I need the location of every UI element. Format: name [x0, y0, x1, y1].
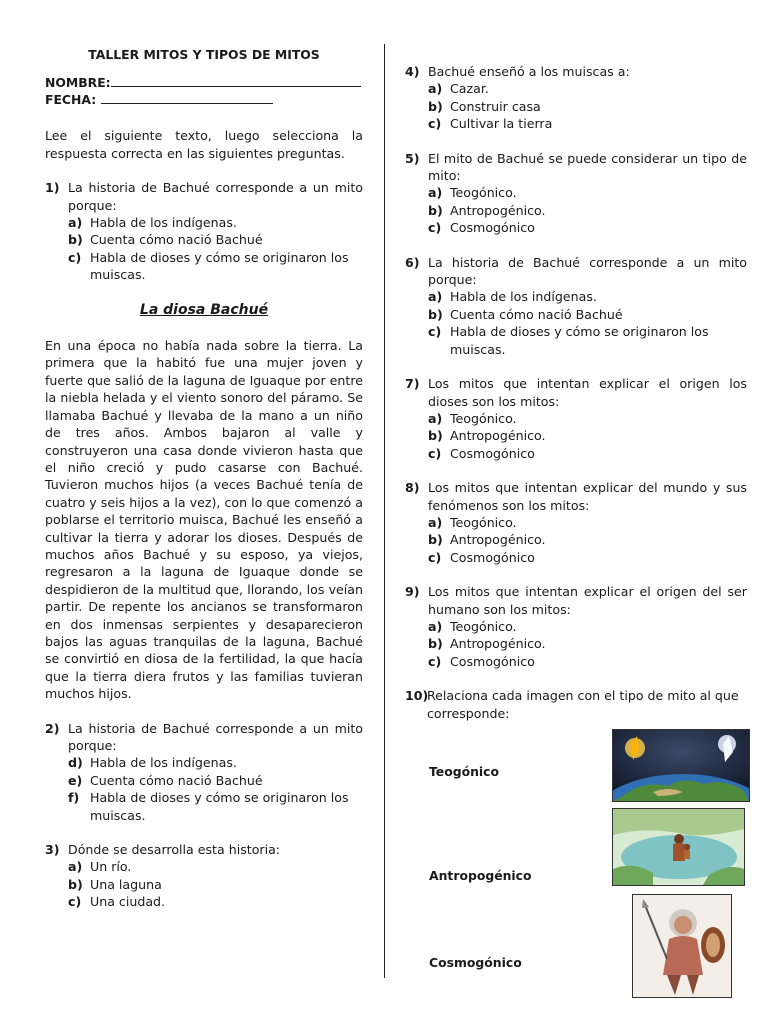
option-letter: b)	[428, 306, 443, 322]
question-text: La historia de Bachué corresponde a un mito porque:	[68, 180, 363, 213]
lagoon-woman-image[interactable]	[612, 808, 745, 886]
question-8	[405, 479, 747, 566]
option-text: Cuenta cómo nació Bachué	[450, 306, 623, 322]
option-letter: a)	[428, 289, 443, 305]
question-text: Los mitos que intentan explicar el origen del ser humano son los mitos:	[428, 584, 747, 617]
option-text: Antropogénico.	[450, 428, 546, 444]
option-letter: b)	[428, 532, 443, 548]
option[interactable]	[405, 80, 747, 97]
date-label: FECHA:	[45, 92, 97, 108]
option-letter: a)	[428, 81, 443, 97]
option-letter: a)	[68, 859, 83, 875]
worksheet-title: TALLER MITOS Y TIPOS DE MITOS	[88, 47, 320, 62]
option-text: Cosmogónico	[450, 445, 535, 461]
option-text: Cazar.	[450, 81, 489, 97]
option[interactable]	[405, 549, 747, 566]
option-text: Teogónico.	[450, 185, 517, 201]
option-text: Teogónico.	[450, 514, 517, 530]
option-text: Cuenta cómo nació Bachué	[90, 232, 263, 248]
story-title: La diosa Bachué	[139, 301, 269, 318]
question-2	[45, 720, 363, 824]
option-text: Cultivar la tierra	[450, 116, 553, 132]
option[interactable]	[405, 115, 747, 132]
name-blank[interactable]	[111, 74, 361, 87]
name-field[interactable]	[45, 74, 363, 91]
question-number: 10)	[405, 688, 429, 704]
option-text: Teogónico.	[450, 410, 517, 426]
option-text: Antropogénico.	[450, 636, 546, 652]
option-letter: f)	[68, 790, 80, 806]
question-text: El mito de Bachué se puede considerar un tipo de mito:	[428, 150, 747, 184]
option[interactable]	[405, 219, 747, 236]
option[interactable]	[45, 858, 363, 875]
option-letter: b)	[428, 98, 443, 114]
option-text: Antropogénico.	[450, 532, 546, 548]
option-letter: c)	[68, 894, 82, 910]
option-letter: b)	[68, 876, 83, 892]
option-letter: c)	[428, 220, 442, 236]
option[interactable]	[405, 98, 747, 115]
question-number: 9)	[405, 584, 420, 600]
option[interactable]	[45, 231, 363, 248]
option-text: Construir casa	[450, 98, 541, 114]
option-letter: a)	[428, 514, 443, 530]
option[interactable]	[405, 514, 747, 531]
option[interactable]	[405, 427, 747, 444]
option[interactable]	[45, 876, 363, 893]
option[interactable]	[45, 754, 363, 771]
option-letter: b)	[428, 202, 443, 218]
option-letter: c)	[428, 324, 442, 340]
option-text: Habla de dioses y cómo se originaron los muiscas.	[90, 790, 349, 823]
option-letter: c)	[428, 116, 442, 132]
left-column	[45, 46, 363, 911]
option-letter: c)	[428, 445, 442, 461]
option-text: Una ciudad.	[90, 894, 166, 910]
option-text: Habla de dioses y cómo se originaron los muiscas.	[450, 324, 709, 357]
question-number: 3)	[45, 842, 60, 858]
question-1	[45, 179, 363, 283]
warrior-deity-illustration	[633, 895, 731, 997]
question-10	[405, 687, 747, 722]
option-text: Cuenta cómo nació Bachué	[90, 772, 263, 788]
option[interactable]	[405, 618, 747, 635]
option-text: Habla de los indígenas.	[90, 215, 237, 231]
question-text: La historia de Bachué corresponde a un mito porque:	[428, 254, 747, 288]
option[interactable]	[405, 531, 747, 548]
option[interactable]	[45, 249, 363, 284]
option[interactable]	[405, 184, 747, 201]
question-number: 8)	[405, 480, 420, 496]
warrior-deity-image[interactable]	[632, 894, 732, 998]
lagoon-woman-illustration	[613, 809, 744, 885]
story-text: En una época no había nada sobre la tierra. La primera que la habitó fue una mujer joven y fuerte que salió de la laguna de Iguaque por entre la niebla helada y el viento sonoro del páramo. Se llamaba Bachué y llevaba de la mano a un niño de tres años. Ambos bajaron al valle y construyeron una casa donde vivieron hasta que el niño creció y pudo casarse con Bachué. Tuvieron muchos hijos (a veces Bachué tenía de cuatro y seis hijos a la vez), con lo que comenzó a poblarse el territorio muisca, Bachué les enseñó a cultivar la tierra y adorar los dioses. Después de muchos años Bachué y su esposo, ya viejos, regresaron a la laguna de Iguaque donde se despidieron de la multitud que, llorando, los veían partir. De repente los ancianos se transformaron en dos inmensas serpientes y desaparecieron bajos las aguas tranquilas de la laguna, Bachué se convirtió en diosa de la fertilidad, la que hacía que la tierra diera frutos y las familias tuvieran muchos hijos.	[45, 338, 363, 702]
match-label-antropogenico: Antropogénico	[429, 868, 532, 883]
option[interactable]	[45, 893, 363, 910]
question-7	[405, 375, 747, 462]
instructions: Lee el siguiente texto, luego selecciona la respuesta correcta en las siguientes preguntas.	[45, 128, 363, 161]
option[interactable]	[405, 653, 747, 670]
option[interactable]	[405, 323, 747, 358]
option-letter: e)	[68, 772, 83, 788]
question-5	[405, 150, 747, 237]
option[interactable]	[405, 202, 747, 219]
earth-spirits-image[interactable]	[612, 729, 750, 802]
question-text: Relaciona cada imagen con el tipo de mito al que corresponde:	[427, 688, 739, 721]
earth-spirits-illustration	[613, 730, 749, 801]
question-9	[405, 583, 747, 670]
option-text: Habla de dioses y cómo se originaron los muiscas.	[90, 249, 349, 283]
option-text: Cosmogónico	[450, 653, 535, 669]
date-field[interactable]	[45, 91, 363, 108]
option[interactable]	[45, 789, 363, 824]
question-3	[45, 841, 363, 911]
option-letter: a)	[428, 618, 443, 634]
date-blank[interactable]	[101, 91, 273, 104]
question-number: 2)	[45, 720, 60, 736]
question-number: 7)	[405, 376, 420, 392]
question-number: 1)	[45, 180, 60, 196]
option-letter: c)	[428, 549, 442, 565]
name-label: NOMBRE:	[45, 75, 111, 91]
option-letter: d)	[68, 755, 83, 771]
option-text: Antropogénico.	[450, 202, 546, 218]
option-letter: a)	[428, 185, 443, 201]
option[interactable]	[405, 635, 747, 652]
question-text: Los mitos que intentan explicar el origen los dioses son los mitos:	[428, 376, 747, 409]
question-text: Dónde se desarrolla esta historia:	[68, 842, 281, 858]
option-text: Teogónico.	[450, 618, 517, 634]
question-text: Los mitos que intentan explicar del mundo y sus fenómenos son los mitos:	[428, 480, 747, 513]
match-label-cosmogonico: Cosmogónico	[429, 955, 522, 970]
question-4	[405, 63, 747, 133]
option-letter: b)	[68, 232, 83, 248]
option-letter: a)	[428, 410, 443, 426]
option[interactable]	[45, 772, 363, 789]
column-divider	[384, 44, 385, 978]
question-6	[405, 254, 747, 358]
match-label-teogonico: Teogónico	[429, 764, 500, 779]
option-letter: c)	[68, 249, 82, 265]
option-letter: a)	[68, 215, 83, 231]
option-text: Habla de los indígenas.	[450, 289, 597, 305]
option-text: Una laguna	[90, 876, 162, 892]
option[interactable]	[405, 445, 747, 462]
option-text: Cosmogónico	[450, 549, 535, 565]
question-number: 5)	[405, 150, 420, 166]
option-text: Habla de los indígenas.	[90, 755, 237, 771]
option[interactable]	[405, 288, 747, 305]
option[interactable]	[405, 306, 747, 323]
question-text: La historia de Bachué corresponde a un mito porque:	[68, 720, 363, 753]
option[interactable]	[45, 214, 363, 231]
right-column	[405, 63, 747, 722]
option-text: Un río.	[90, 859, 132, 875]
option-letter: b)	[428, 636, 443, 652]
option[interactable]	[405, 410, 747, 427]
question-number: 6)	[405, 254, 420, 270]
question-number: 4)	[405, 64, 420, 79]
option-letter: b)	[428, 428, 443, 444]
question-text: Bachué enseñó a los muiscas a:	[428, 64, 630, 79]
option-letter: c)	[428, 653, 442, 669]
option-text: Cosmogónico	[450, 220, 535, 236]
